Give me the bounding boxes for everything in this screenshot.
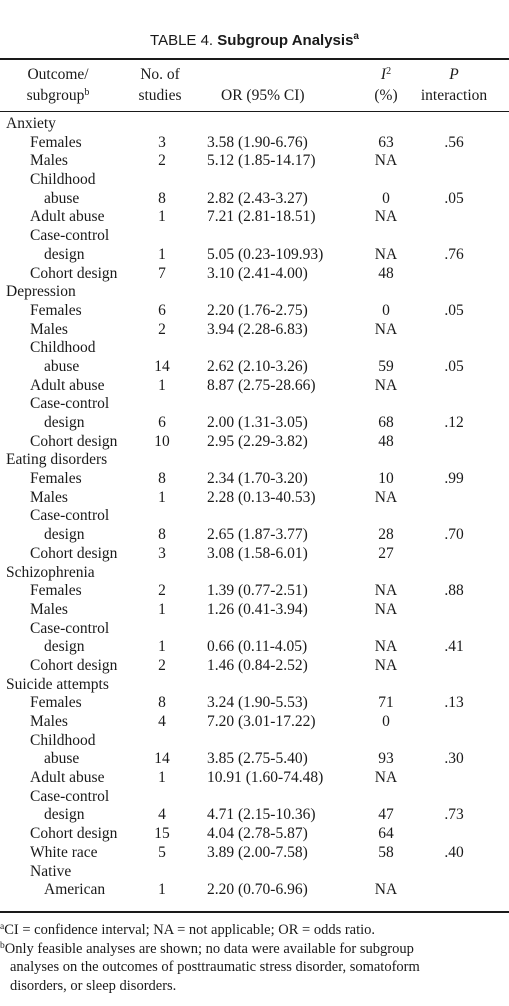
- row-label: Case-control: [30, 507, 110, 525]
- i2-value: NA: [374, 320, 398, 338]
- table-row: [0, 377, 509, 396]
- row-label: design: [44, 526, 85, 544]
- i2-value: 63: [378, 133, 394, 151]
- odds-ratio-ci: 7.20 (3.01-17.22): [207, 713, 316, 730]
- studies-count: 14: [154, 750, 170, 768]
- p-interaction: .13: [444, 694, 464, 712]
- table-row: [0, 657, 509, 676]
- i2-value: NA: [374, 656, 398, 674]
- studies-count: 8: [158, 526, 166, 544]
- row-label: Adult abuse: [30, 376, 105, 394]
- row-label: Adult abuse: [30, 769, 105, 787]
- i2-value: NA: [374, 638, 398, 656]
- i2-value: NA: [374, 488, 398, 506]
- studies-count: 1: [158, 638, 166, 656]
- row-label: Suicide attempts: [6, 675, 109, 693]
- table-row: [0, 806, 509, 825]
- row-label: Childhood: [30, 339, 96, 357]
- studies-count: 3: [158, 133, 166, 151]
- footnote-b: $^b$Only feasible analyses are shown; no data were available for subgroup analyses on the outcomes of posttraumatic stress disorder, somatoform disorders, or sleep disorders.: [0, 940, 420, 994]
- outcome-group-row: [0, 283, 509, 302]
- i2-value: NA: [374, 245, 398, 263]
- odds-ratio-ci: 2.82 (2.43-3.27): [207, 189, 308, 207]
- p-interaction: .05: [444, 301, 464, 319]
- title-footnote-mark: a: [353, 31, 359, 42]
- odds-ratio-ci: 2.95 (2.29-3.82): [207, 432, 308, 450]
- table-row: [0, 134, 509, 153]
- studies-count: 2: [158, 320, 166, 338]
- table-row: [0, 321, 509, 340]
- odds-ratio-ci: 2.20 (1.76-2.75): [207, 301, 308, 319]
- row-label: Males: [30, 713, 68, 730]
- studies-count: 1: [158, 208, 166, 226]
- row-label: design: [44, 414, 85, 431]
- row-label: Females: [30, 301, 82, 319]
- outcome-group-row: [0, 115, 509, 134]
- studies-count: 3: [158, 544, 166, 562]
- i2-value: 27: [378, 544, 394, 562]
- odds-ratio-ci: 4.71 (2.15-10.36): [207, 806, 316, 824]
- studies-count: 10: [154, 432, 170, 450]
- studies-count: 2: [158, 152, 166, 170]
- table-row: [0, 208, 509, 227]
- table-row: [0, 620, 509, 639]
- header-top-rule: [0, 58, 509, 60]
- p-interaction: .05: [444, 357, 464, 375]
- i2-value: 0: [382, 189, 390, 207]
- table-row: [0, 694, 509, 713]
- studies-count: 14: [154, 357, 170, 375]
- table-row: [0, 788, 509, 807]
- row-label: Cohort design: [30, 825, 118, 843]
- odds-ratio-ci: 8.87 (2.75-28.66): [207, 376, 316, 394]
- odds-ratio-ci: 5.05 (0.23-109.93): [207, 245, 324, 263]
- row-label: Depression: [6, 283, 76, 301]
- studies-count: 1: [158, 881, 166, 899]
- row-label: abuse: [44, 750, 80, 768]
- table-row: [0, 844, 509, 863]
- row-label: design: [44, 806, 85, 824]
- p-interaction: .56: [444, 133, 464, 151]
- table-row: [0, 414, 509, 433]
- studies-count: 8: [158, 189, 166, 207]
- odds-ratio-ci: 3.10 (2.41-4.00): [207, 264, 308, 282]
- odds-ratio-ci: 2.62 (2.10-3.26): [207, 357, 308, 375]
- i2-value: 58: [378, 843, 394, 861]
- table-row: [0, 470, 509, 489]
- row-label: Females: [30, 470, 82, 488]
- studies-count: 1: [158, 376, 166, 394]
- row-label: Childhood: [30, 731, 96, 749]
- i2-value: NA: [374, 600, 398, 618]
- i2-value: 0: [382, 301, 390, 319]
- i2-value: 28: [378, 526, 394, 544]
- studies-count: 1: [158, 769, 166, 787]
- table-row: [0, 339, 509, 358]
- row-label: Case-control: [30, 395, 110, 413]
- header-outcome-line2: subgroup$^b$: [26, 87, 90, 104]
- row-label: design: [44, 245, 85, 263]
- outcome-group-row: [0, 676, 509, 695]
- i2-value: 59: [378, 357, 394, 375]
- studies-count: 2: [158, 582, 166, 600]
- table-row: [0, 863, 509, 882]
- p-interaction: .05: [444, 189, 464, 207]
- header-or: OR (95% CI): [221, 87, 305, 104]
- row-label: abuse: [44, 189, 80, 207]
- studies-count: 8: [158, 694, 166, 712]
- table-row: [0, 433, 509, 452]
- row-label: Males: [30, 152, 68, 170]
- row-label: Cohort design: [30, 656, 118, 674]
- p-interaction: .70: [444, 526, 464, 544]
- row-label: Cohort design: [30, 432, 118, 450]
- row-label: Native: [30, 862, 72, 880]
- header-bottom-rule: [0, 111, 509, 112]
- studies-count: 5: [158, 843, 166, 861]
- table-row: [0, 750, 509, 769]
- table-row: [0, 489, 509, 508]
- p-interaction: .88: [444, 582, 464, 600]
- odds-ratio-ci: 2.20 (0.70-6.96): [207, 881, 308, 899]
- row-label: Eating disorders: [6, 451, 108, 469]
- odds-ratio-ci: 3.24 (1.90-5.53): [207, 694, 308, 712]
- odds-ratio-ci: 3.85 (2.75-5.40): [207, 750, 308, 768]
- odds-ratio-ci: 5.12 (1.85-14.17): [207, 152, 316, 170]
- table-row: [0, 582, 509, 601]
- table-number: TABLE 4.: [150, 32, 214, 49]
- row-label: Case-control: [30, 227, 110, 245]
- i2-value: NA: [374, 881, 398, 899]
- i2-value: 48: [378, 432, 394, 450]
- i2-value: NA: [374, 208, 398, 226]
- studies-count: 15: [154, 825, 170, 843]
- table-row: [0, 825, 509, 844]
- odds-ratio-ci: 2.34 (1.70-3.20): [207, 470, 308, 488]
- p-interaction: .41: [444, 638, 464, 656]
- row-label: Cohort design: [30, 544, 118, 562]
- odds-ratio-ci: 1.39 (0.77-2.51): [207, 582, 308, 600]
- row-label: Females: [30, 582, 82, 600]
- i2-value: 68: [378, 414, 394, 431]
- table-row: [0, 881, 509, 900]
- i2-value: 48: [378, 264, 394, 282]
- table-bottom-rule: [0, 911, 509, 913]
- studies-count: 6: [158, 414, 166, 431]
- header-outcome-line1: Outcome/: [27, 66, 89, 83]
- studies-count: 6: [158, 301, 166, 319]
- table-title: [0, 32, 509, 50]
- footnote-a: $^a$CI = confidence interval; NA = not applicable; OR = odds ratio.: [0, 922, 376, 938]
- row-label: Case-control: [30, 619, 110, 637]
- studies-count: 2: [158, 656, 166, 674]
- row-label: Cohort design: [30, 264, 118, 282]
- header-studies: No. of studies: [138, 66, 182, 104]
- odds-ratio-ci: 2.28 (0.13-40.53): [207, 488, 316, 506]
- studies-count: 1: [158, 488, 166, 506]
- i2-value: 0: [382, 713, 390, 730]
- row-label: Females: [30, 694, 82, 712]
- p-interaction: .73: [444, 806, 464, 824]
- table-row: [0, 265, 509, 284]
- table-row: [0, 171, 509, 190]
- odds-ratio-ci: 3.58 (1.90-6.76): [207, 133, 308, 151]
- odds-ratio-ci: 1.46 (0.84-2.52): [207, 656, 308, 674]
- i2-value: 93: [378, 750, 394, 768]
- row-label: White race: [30, 843, 98, 861]
- studies-count: 1: [158, 600, 166, 618]
- table-row: [0, 732, 509, 751]
- header-outcome: [0, 64, 116, 106]
- table-row: [0, 507, 509, 526]
- p-interaction: .99: [444, 470, 464, 488]
- outcome-group-row: [0, 564, 509, 583]
- odds-ratio-ci: 4.04 (2.78-5.87): [207, 825, 308, 843]
- table-row: [0, 638, 509, 657]
- row-label: Males: [30, 600, 68, 618]
- row-label: Females: [30, 133, 82, 151]
- odds-ratio-ci: 2.00 (1.31-3.05): [207, 414, 308, 431]
- table-row: [0, 152, 509, 171]
- i2-value: NA: [374, 376, 398, 394]
- row-label: Males: [30, 320, 68, 338]
- table-body: [0, 115, 509, 900]
- odds-ratio-ci: 10.91 (1.60-74.48): [207, 769, 324, 787]
- row-label: abuse: [44, 357, 80, 375]
- i2-value: NA: [374, 152, 398, 170]
- i2-value: NA: [374, 769, 398, 787]
- i2-value: 47: [378, 806, 394, 824]
- row-label: American: [44, 881, 106, 899]
- p-interaction: .12: [444, 414, 464, 431]
- row-label: Males: [30, 488, 68, 506]
- table-row: [0, 769, 509, 788]
- table-row: [0, 246, 509, 265]
- p-interaction: .40: [444, 843, 464, 861]
- studies-count: 4: [158, 713, 166, 730]
- header-i2: $I^2$ (%): [374, 66, 398, 104]
- studies-count: 4: [158, 806, 166, 824]
- odds-ratio-ci: 3.08 (1.58-6.01): [207, 544, 308, 562]
- odds-ratio-ci: 2.65 (1.87-3.77): [207, 526, 308, 544]
- i2-value: NA: [374, 582, 398, 600]
- studies-count: 8: [158, 470, 166, 488]
- footnotes: [0, 921, 509, 995]
- row-label: Schizophrenia: [6, 563, 95, 581]
- table-row: [0, 190, 509, 209]
- row-label: Case-control: [30, 787, 110, 805]
- table-row: [0, 227, 509, 246]
- studies-count: 7: [158, 264, 166, 282]
- odds-ratio-ci: 0.66 (0.11-4.05): [207, 638, 308, 656]
- i2-value: 64: [378, 825, 394, 843]
- odds-ratio-ci: 7.21 (2.81-18.51): [207, 208, 316, 226]
- row-label: Anxiety: [6, 115, 56, 132]
- row-label: Adult abuse: [30, 208, 105, 226]
- p-interaction: .30: [444, 750, 464, 768]
- header-p-interaction: P interaction: [420, 66, 488, 104]
- table-row: [0, 395, 509, 414]
- table-row: [0, 302, 509, 321]
- p-interaction: .76: [444, 245, 464, 263]
- row-label: Childhood: [30, 171, 96, 189]
- table-row: [0, 545, 509, 564]
- row-label: design: [44, 638, 85, 656]
- i2-value: 10: [378, 470, 394, 488]
- table-row: [0, 713, 509, 732]
- table-row: [0, 601, 509, 620]
- i2-value: 71: [378, 694, 394, 712]
- odds-ratio-ci: 3.89 (2.00-7.58): [207, 843, 308, 861]
- odds-ratio-ci: 3.94 (2.28-6.83): [207, 320, 308, 338]
- table-row: [0, 358, 509, 377]
- studies-count: 1: [158, 245, 166, 263]
- outcome-group-row: [0, 451, 509, 470]
- table-row: [0, 526, 509, 545]
- table-caption: Subgroup Analysis: [217, 32, 354, 49]
- odds-ratio-ci: 1.26 (0.41-3.94): [207, 600, 308, 618]
